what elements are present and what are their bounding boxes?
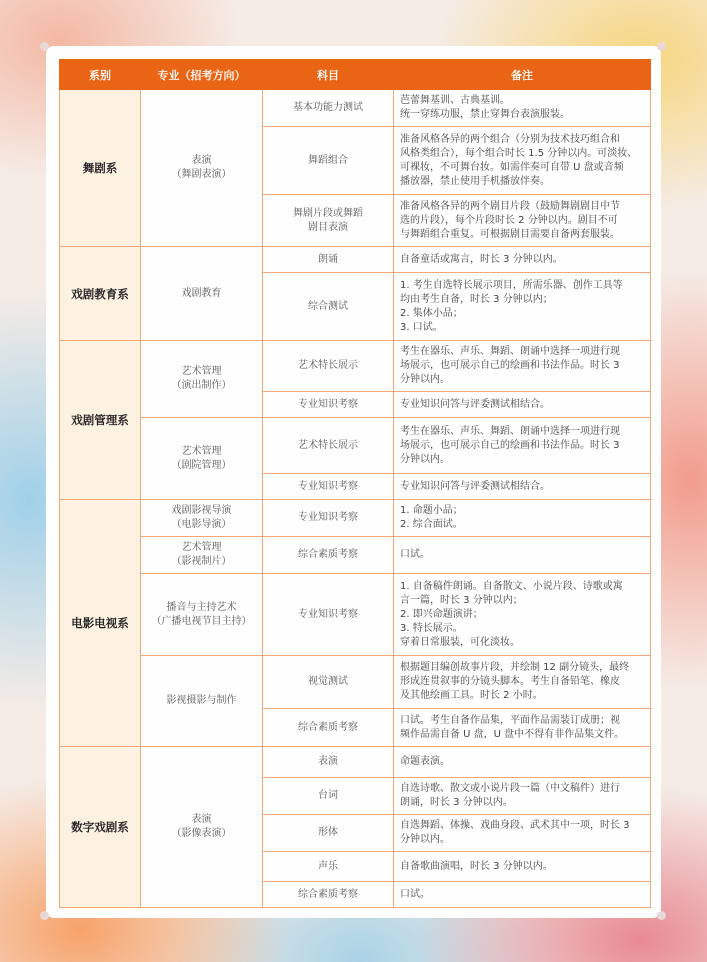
note-cell: 1. 考生自选特长展示项目，所需乐器、创作工具等 均由考生自备，时长 3 分钟以内； 2. 集体小品； 3. 口试。 [394,273,651,341]
note-cell: 专业知识问答与评委测试相结合。 [394,474,651,500]
subject-cell: 综合测试 [263,273,394,341]
admission-subjects-table [59,59,651,908]
note-cell: 自备歌曲演唱，时长 3 分钟以内。 [394,852,651,882]
note-cell: 准备风格各异的两个剧目片段（鼓励舞剧剧目中节 选的片段），每个片段时长 2 分钟以内。剧目不可 与舞蹈组合重复。可根据剧目需要自备两套服装。 [394,195,651,247]
note-cell: 考生在器乐、声乐、舞蹈、朗诵中选择一项进行现 场展示，也可展示自己的绘画和书法作品。时长 3 分钟以内。 [394,418,651,474]
corner-dot-bottom-left [40,911,49,920]
note-cell: 自选诗歌、散文或小说片段一篇（中文稿件）进行 朗诵，时长 3 分钟以内。 [394,778,651,815]
subject-cell: 舞蹈组合 [263,127,394,195]
note-cell: 口试。 [394,537,651,574]
note-cell: 专业知识问答与评委测试相结合。 [394,392,651,418]
subject-cell: 视觉测试 [263,656,394,709]
note-cell: 1. 命题小品； 2. 综合面试。 [394,500,651,537]
note-cell: 1. 自备稿件朗诵。自备散文、小说片段、诗歌或寓 言一篇，时长 3 分钟以内； 2. 即兴命题演讲； 3. 特长展示。 穿着日常服装，可化淡妆。 [394,574,651,656]
subject-cell: 朗诵 [263,247,394,273]
table-row [60,247,651,273]
subject-cell: 专业知识考察 [263,574,394,656]
subject-cell: 综合素质考察 [263,709,394,747]
note-cell: 自备童话或寓言，时长 3 分钟以内。 [394,247,651,273]
subject-cell: 艺术特长展示 [263,341,394,392]
table-row [60,656,651,709]
dept-cell: 戏剧管理系 [60,341,141,500]
table-row [60,574,651,656]
major-cell: 戏剧教育 [141,247,263,341]
table-row [60,341,651,392]
note-cell: 口试。考生自备作品集，平面作品需装订成册；视 频作品需自备 U 盘，U 盘中不得有非作品集文件。 [394,709,651,747]
table-row [60,90,651,127]
subject-cell: 专业知识考察 [263,392,394,418]
subject-cell: 表演 [263,747,394,778]
dept-cell: 戏剧教育系 [60,247,141,341]
note-cell: 准备风格各异的两个组合（分别为技术技巧组合和 风格类组合），每个组合时长 1.5 分钟以内。可淡妆、 可裸妆，不可舞台妆。如需伴奏可自带 U 盘或音频 播放器，禁止使用手机播放伴奏。 [394,127,651,195]
major-cell: 艺术管理 （演出制作） [141,341,263,418]
subject-cell: 综合素质考察 [263,537,394,574]
table-row [60,500,651,537]
major-cell: 艺术管理 （剧院管理） [141,418,263,500]
major-cell: 艺术管理 （影视制片） [141,537,263,574]
major-cell: 表演 （舞剧表演） [141,90,263,247]
subject-cell: 专业知识考察 [263,500,394,537]
subject-cell: 台词 [263,778,394,815]
note-cell: 命题表演。 [394,747,651,778]
dept-cell: 电影电视系 [60,500,141,747]
corner-dot-top-right [657,42,666,51]
dept-cell: 舞剧系 [60,90,141,247]
subject-cell: 综合素质考察 [263,882,394,908]
note-cell: 口试。 [394,882,651,908]
subject-cell: 专业知识考察 [263,474,394,500]
dept-cell: 数字戏剧系 [60,747,141,908]
header-major: 专业（招考方向） [141,60,263,90]
major-cell: 表演 （影像表演） [141,747,263,908]
subject-cell: 形体 [263,815,394,852]
corner-dot-bottom-right [657,911,666,920]
header-subject: 科目 [263,60,394,90]
subject-cell: 声乐 [263,852,394,882]
table-header-row [60,60,651,90]
note-cell: 考生在器乐、声乐、舞蹈、朗诵中选择一项进行现 场展示，也可展示自己的绘画和书法作品。时长 3 分钟以内。 [394,341,651,392]
header-dept: 系别 [60,60,141,90]
corner-dot-top-left [40,42,49,51]
major-cell: 播音与主持艺术 （广播电视节目主持） [141,574,263,656]
table-row [60,747,651,778]
note-cell: 自选舞蹈、体操、戏曲身段、武术其中一项，时长 3 分钟以内。 [394,815,651,852]
header-note: 备注 [394,60,651,90]
note-cell: 根据题目编创故事片段，并绘制 12 副分镜头，最终 形成连贯叙事的分镜头脚本。考生自备铅笔、橡皮 及其他绘画工具。时长 2 小时。 [394,656,651,709]
note-cell: 芭蕾舞基训、古典基训。 统一穿练功服，禁止穿舞台表演服装。 [394,90,651,127]
subject-cell: 基本功能力测试 [263,90,394,127]
major-cell: 影视摄影与制作 [141,656,263,747]
major-cell: 戏剧影视导演 （电影导演） [141,500,263,537]
subject-cell: 艺术特长展示 [263,418,394,474]
table-row [60,418,651,474]
subject-cell: 舞剧片段或舞蹈 剧目表演 [263,195,394,247]
table-row [60,537,651,574]
